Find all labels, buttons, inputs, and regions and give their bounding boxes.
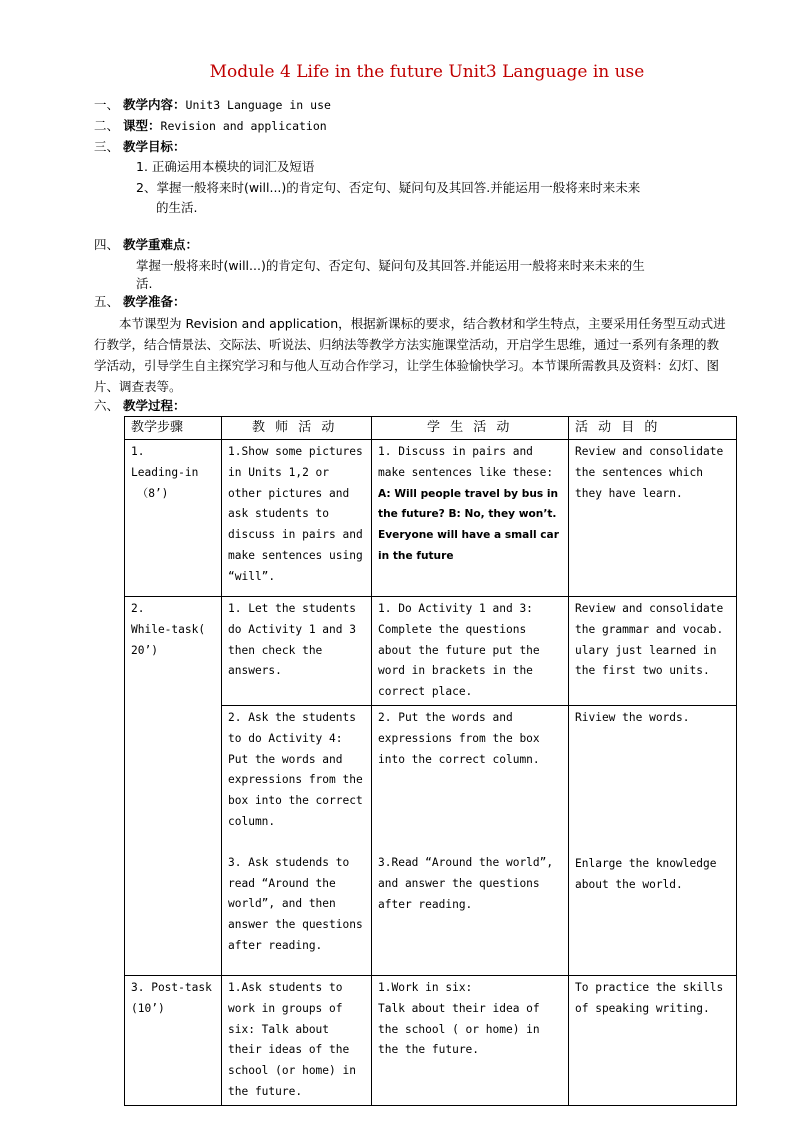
section-6-label: 教学过程： — [123, 398, 186, 413]
section-2-label: 课型： — [123, 118, 161, 133]
section-4-num: 四、 — [94, 237, 120, 252]
section-1-label: 教学内容： — [123, 97, 186, 112]
student-activity-3: 3.Read “Around the world”, and answer the questions after reading. — [378, 856, 554, 911]
step-name: 3. Post-task — [131, 980, 212, 994]
student-activity-line: Talk about their idea of the school ( or home) in the the future. — [378, 1001, 540, 1057]
section-2 — [94, 116, 327, 136]
section-5-label: 教学准备： — [123, 294, 186, 309]
section-1-text: Unit3 Language in use — [185, 98, 331, 112]
page-title: Module 4 Life in the future Unit3 Language in use — [209, 62, 645, 82]
step-time: (10’) — [131, 1001, 165, 1015]
teacher-activity: 1. Let the students do Activity 1 and 3 then check the answers. — [222, 597, 372, 706]
step-name: Leading-in — [131, 465, 199, 479]
purpose-2: Riview the words. — [575, 710, 690, 724]
section-5-num: 五、 — [94, 294, 120, 309]
table-row — [125, 975, 737, 1105]
header-purpose: 活 动 目 的 — [569, 417, 737, 440]
student-activity-intro: 1. Discuss in pairs and make sentences like these: — [378, 445, 554, 479]
teacher-activity-2: 2. Ask the students to do Activity 4: Put the words and expressions from the box into the correct column. — [228, 710, 363, 828]
section-4 — [94, 235, 198, 255]
section-2-text: Revision and application — [160, 119, 327, 133]
section-3 — [94, 137, 186, 157]
section-6-num: 六、 — [94, 398, 120, 413]
step-number: 1. — [131, 445, 145, 458]
student-activity — [372, 975, 569, 1105]
header-student: 学 生 活 动 — [372, 417, 569, 440]
section-4-label: 教学重难点： — [123, 237, 199, 252]
step-time: （8’) — [137, 486, 169, 500]
teaching-process-table — [124, 416, 737, 1106]
section-3-label: 教学目标： — [123, 139, 186, 154]
student-activity-line: 1.Work in six: — [378, 980, 473, 994]
step-cell — [125, 975, 222, 1105]
key-point-line: 活. — [136, 276, 153, 291]
goal-item: 的生活. — [156, 200, 198, 215]
step-time: 20’) — [131, 643, 158, 657]
header-step: 教学步骤 — [125, 417, 222, 440]
key-point-line: 掌握一般将来时(will...)的肯定句、否定句、疑问句及其回答.并能运用一般将来时来未来的生 — [136, 258, 645, 273]
activity-purpose — [569, 705, 737, 975]
teacher-activity: 1.Ask students to work in groups of six: Talk about their ideas of the school (or home) in the future. — [222, 975, 372, 1105]
student-activity: 1. Do Activity 1 and 3: Complete the questions about the future put the word in brackets in the correct place. — [372, 597, 569, 706]
preparation-paragraph: 本节课型为 Revision and application，根据新课标的要求，结合教材和学生特点，主要采用任务型互动式进行教学，结合情景法、交际法、听说法、归纳法等教学方法实施课堂活动，开启学生思维，通过一系列有条理的教学活动，引导学生自主探究学习和与他人互动合作学习，让学生体验愉快学习。本节课所需教具及资料：幻灯、图片、调查表等。 — [94, 316, 726, 394]
teacher-activity — [222, 705, 372, 975]
teacher-activity: 1.Show some pictures in Units 1,2 or other pictures and ask students to discuss in pairs and make sentences using “will”. — [222, 440, 372, 597]
table-header-row — [125, 417, 737, 440]
student-activity — [372, 440, 569, 597]
activity-purpose: Review and consolidate the sentences which they have learn. — [569, 440, 737, 597]
section-1 — [94, 95, 331, 115]
section-1-num: 一、 — [94, 97, 120, 112]
section-6 — [94, 396, 186, 416]
student-activity-2: 2. Put the words and expressions from the box into the correct column. — [378, 710, 540, 766]
teacher-activity-3: 3. Ask studends to read “Around the world”, and then answer the questions after reading. — [228, 855, 363, 952]
goal-item: 2、掌握一般将来时(will...)的肯定句、否定句、疑问句及其回答.并能运用一般将来时来未来 — [136, 180, 641, 195]
activity-purpose: To practice the skills of speaking writing. — [569, 975, 737, 1105]
step-name: While-task( — [131, 622, 206, 636]
activity-purpose: Review and consolidate the grammar and vocab. ulary just learned in the first two units. — [569, 597, 737, 706]
header-teacher: 教 师 活 动 — [222, 417, 372, 440]
purpose-3: Enlarge the knowledge about the world. — [575, 856, 717, 891]
goal-item: 1. 正确运用本模块的词汇及短语 — [136, 159, 315, 174]
section-2-num: 二、 — [94, 118, 120, 133]
table-row — [125, 597, 737, 706]
section-5 — [94, 292, 186, 312]
example-dialogue: A: Will people travel by bus in the future? B: No, they won’t. Everyone will have a small car in the future — [378, 487, 559, 562]
section-3-num: 三、 — [94, 139, 120, 154]
student-activity — [372, 705, 569, 975]
step-cell — [125, 597, 222, 976]
table-row — [125, 440, 737, 597]
step-number: 2. — [131, 602, 145, 615]
step-cell — [125, 440, 222, 597]
